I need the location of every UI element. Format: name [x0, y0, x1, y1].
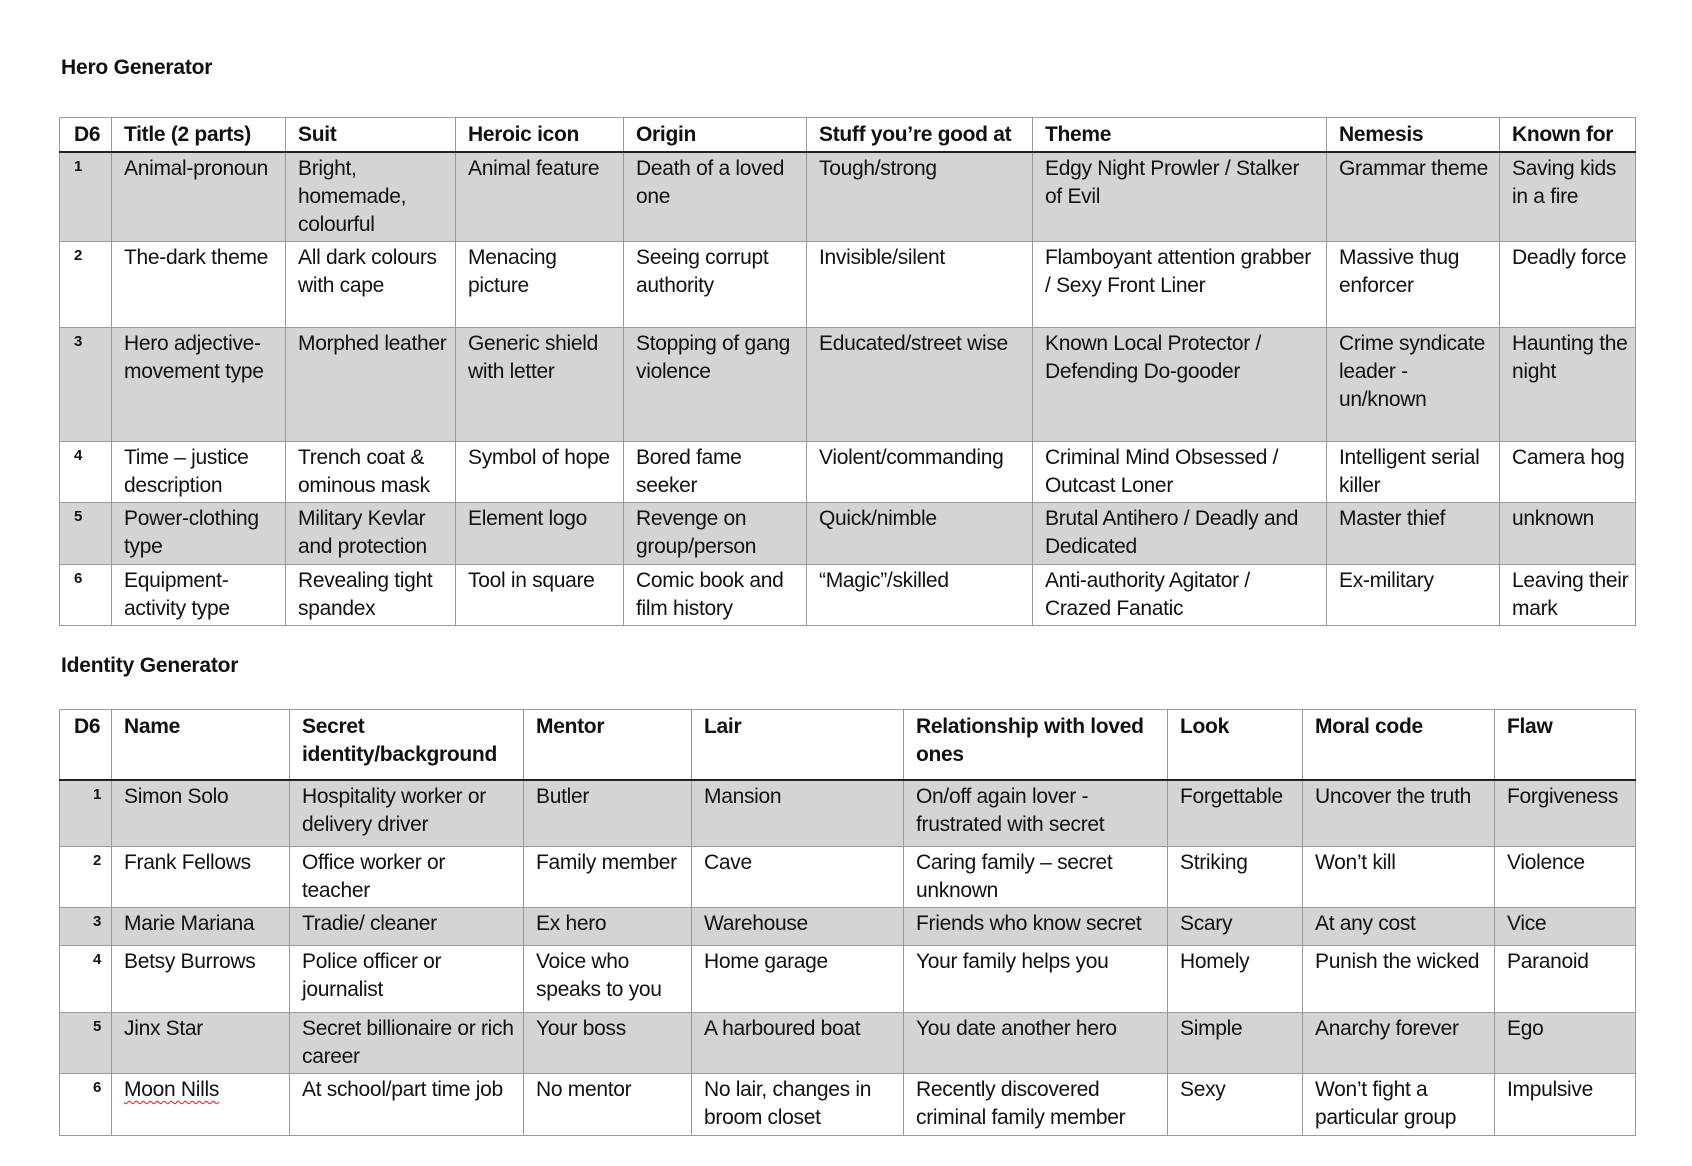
table-cell: 3	[60, 328, 112, 442]
table-cell: Equipment-activity type	[112, 565, 286, 626]
hero-header-origin: Origin	[624, 118, 807, 153]
table-cell: Brutal Antihero / Deadly and Dedicated	[1033, 503, 1327, 565]
table-cell: Time – justice description	[112, 442, 286, 503]
table-cell: Element logo	[456, 503, 624, 565]
table-cell: Tough/strong	[807, 152, 1033, 242]
table-cell: Hospitality worker or delivery driver	[290, 780, 524, 847]
table-cell: Paranoid	[1495, 946, 1636, 1013]
table-cell: Morphed leather	[286, 328, 456, 442]
table-cell: Known Local Protector / Defending Do-gooder	[1033, 328, 1327, 442]
table-cell: 4	[60, 946, 112, 1013]
table-cell: On/off again lover - frustrated with secret	[904, 780, 1168, 847]
table-cell: Ex-military	[1327, 565, 1500, 626]
table-cell: 1	[60, 780, 112, 847]
table-cell: All dark colours with cape	[286, 242, 456, 328]
identity-generator-heading: Identity Generator	[61, 654, 239, 677]
table-cell: Leaving their mark	[1500, 565, 1636, 626]
table-cell: Educated/street wise	[807, 328, 1033, 442]
table-cell: Ego	[1495, 1013, 1636, 1074]
table-cell: Stopping of gang violence	[624, 328, 807, 442]
table-cell: Cave	[692, 847, 904, 908]
hero-header-d6: D6	[60, 118, 112, 153]
table-row	[60, 328, 1636, 442]
table-cell: Camera hog	[1500, 442, 1636, 503]
table-cell: 4	[60, 442, 112, 503]
table-cell: Haunting the night	[1500, 328, 1636, 442]
table-cell: 5	[60, 1013, 112, 1074]
table-cell: You date another hero	[904, 1013, 1168, 1074]
table-cell: Friends who know secret	[904, 908, 1168, 946]
table-cell: Saving kids in a fire	[1500, 152, 1636, 242]
hero-header-nemesis: Nemesis	[1327, 118, 1500, 153]
table-cell: Anti-authority Agitator / Crazed Fanatic	[1033, 565, 1327, 626]
table-cell: Marie Mariana	[112, 908, 290, 946]
table-cell: At any cost	[1303, 908, 1495, 946]
table-row	[60, 946, 1636, 1013]
hero-header-heroic-icon: Heroic icon	[456, 118, 624, 153]
table-cell: Comic book and film history	[624, 565, 807, 626]
table-cell: Voice who speaks to you	[524, 946, 692, 1013]
hero-header-skills: Stuff you’re good at	[807, 118, 1033, 153]
table-cell: Home garage	[692, 946, 904, 1013]
table-cell: Power-clothing type	[112, 503, 286, 565]
table-cell: A harboured boat	[692, 1013, 904, 1074]
table-cell: Hero adjective-movement type	[112, 328, 286, 442]
table-cell: Criminal Mind Obsessed / Outcast Loner	[1033, 442, 1327, 503]
name-with-spellcheck-underline: Moon Nills	[124, 1078, 220, 1101]
table-cell: Revealing tight spandex	[286, 565, 456, 626]
table-cell: Striking	[1168, 847, 1303, 908]
table-cell: 2	[60, 847, 112, 908]
table-cell: Massive thug enforcer	[1327, 242, 1500, 328]
table-cell: “Magic”/skilled	[807, 565, 1033, 626]
table-cell: Death of a loved one	[624, 152, 807, 242]
table-cell: Edgy Night Prowler / Stalker of Evil	[1033, 152, 1327, 242]
table-cell: Violent/commanding	[807, 442, 1033, 503]
table-cell: Jinx Star	[112, 1013, 290, 1074]
table-cell: Family member	[524, 847, 692, 908]
table-cell: Caring family – secret unknown	[904, 847, 1168, 908]
table-row	[60, 242, 1636, 328]
table-cell: Master thief	[1327, 503, 1500, 565]
table-cell: Your family helps you	[904, 946, 1168, 1013]
identity-header-d6: D6	[60, 710, 112, 780]
table-row	[60, 908, 1636, 946]
table-cell: 1	[60, 152, 112, 242]
table-cell: Punish the wicked	[1303, 946, 1495, 1013]
table-cell: Bored fame seeker	[624, 442, 807, 503]
table-cell: Violence	[1495, 847, 1636, 908]
table-row	[60, 503, 1636, 565]
identity-header-relationship: Relationship with loved ones	[904, 710, 1168, 780]
table-cell: Ex hero	[524, 908, 692, 946]
identity-header-flaw: Flaw	[1495, 710, 1636, 780]
table-cell: unknown	[1500, 503, 1636, 565]
table-row	[60, 847, 1636, 908]
table-cell: Your boss	[524, 1013, 692, 1074]
table-cell: Trench coat & ominous mask	[286, 442, 456, 503]
identity-header-lair: Lair	[692, 710, 904, 780]
table-row	[60, 442, 1636, 503]
table-cell: 5	[60, 503, 112, 565]
table-cell: Sexy	[1168, 1074, 1303, 1136]
hero-header-row	[60, 118, 1636, 153]
table-row	[60, 1013, 1636, 1074]
table-cell: 6	[60, 1074, 112, 1136]
table-cell: No mentor	[524, 1074, 692, 1136]
identity-generator-table	[59, 709, 1636, 1136]
table-cell: Menacing picture	[456, 242, 624, 328]
hero-header-title: Title (2 parts)	[112, 118, 286, 153]
table-cell: Won’t fight a particular group	[1303, 1074, 1495, 1136]
table-cell: 2	[60, 242, 112, 328]
table-cell: Vice	[1495, 908, 1636, 946]
table-cell: Generic shield with letter	[456, 328, 624, 442]
table-row	[60, 565, 1636, 626]
table-cell: Police officer or journalist	[290, 946, 524, 1013]
table-cell: Recently discovered criminal family member	[904, 1074, 1168, 1136]
table-cell: Bright, homemade, colourful	[286, 152, 456, 242]
table-cell: Warehouse	[692, 908, 904, 946]
table-cell: Forgiveness	[1495, 780, 1636, 847]
table-cell: Mansion	[692, 780, 904, 847]
identity-header-mentor: Mentor	[524, 710, 692, 780]
table-cell: Crime syndicate leader - un/known	[1327, 328, 1500, 442]
table-cell: Quick/nimble	[807, 503, 1033, 565]
hero-generator-heading: Hero Generator	[61, 56, 213, 79]
table-cell: Anarchy forever	[1303, 1013, 1495, 1074]
table-cell: Deadly force	[1500, 242, 1636, 328]
table-cell	[112, 1074, 290, 1136]
table-cell: Forgettable	[1168, 780, 1303, 847]
table-cell: Secret billionaire or rich career	[290, 1013, 524, 1074]
table-cell: Scary	[1168, 908, 1303, 946]
table-cell: Animal feature	[456, 152, 624, 242]
identity-header-name: Name	[112, 710, 290, 780]
table-cell: At school/part time job	[290, 1074, 524, 1136]
table-cell: Won’t kill	[1303, 847, 1495, 908]
identity-header-look: Look	[1168, 710, 1303, 780]
table-cell: Flamboyant attention grabber / Sexy Front Liner	[1033, 242, 1327, 328]
table-cell: Butler	[524, 780, 692, 847]
hero-header-known-for: Known for	[1500, 118, 1636, 153]
table-cell: Seeing corrupt authority	[624, 242, 807, 328]
table-cell: Simple	[1168, 1013, 1303, 1074]
table-cell: Military Kevlar and protection	[286, 503, 456, 565]
table-cell: The-dark theme	[112, 242, 286, 328]
table-row	[60, 780, 1636, 847]
table-cell: Grammar theme	[1327, 152, 1500, 242]
table-cell: Revenge on group/person	[624, 503, 807, 565]
table-cell: Tool in square	[456, 565, 624, 626]
table-cell: Animal-pronoun	[112, 152, 286, 242]
table-cell: Invisible/silent	[807, 242, 1033, 328]
table-cell: Symbol of hope	[456, 442, 624, 503]
hero-generator-table	[59, 117, 1636, 626]
table-cell: No lair, changes in broom closet	[692, 1074, 904, 1136]
table-row	[60, 152, 1636, 242]
table-row	[60, 1074, 1636, 1136]
table-cell: Intelligent serial killer	[1327, 442, 1500, 503]
identity-header-moral-code: Moral code	[1303, 710, 1495, 780]
table-cell: Simon Solo	[112, 780, 290, 847]
table-cell: Uncover the truth	[1303, 780, 1495, 847]
table-cell: Impulsive	[1495, 1074, 1636, 1136]
table-cell: Tradie/ cleaner	[290, 908, 524, 946]
table-cell: Office worker or teacher	[290, 847, 524, 908]
table-cell: 3	[60, 908, 112, 946]
hero-header-theme: Theme	[1033, 118, 1327, 153]
hero-header-suit: Suit	[286, 118, 456, 153]
identity-header-secret-identity: Secret identity/background	[290, 710, 524, 780]
table-cell: Homely	[1168, 946, 1303, 1013]
table-cell: Frank Fellows	[112, 847, 290, 908]
identity-header-row	[60, 710, 1636, 780]
table-cell: 6	[60, 565, 112, 626]
table-cell: Betsy Burrows	[112, 946, 290, 1013]
